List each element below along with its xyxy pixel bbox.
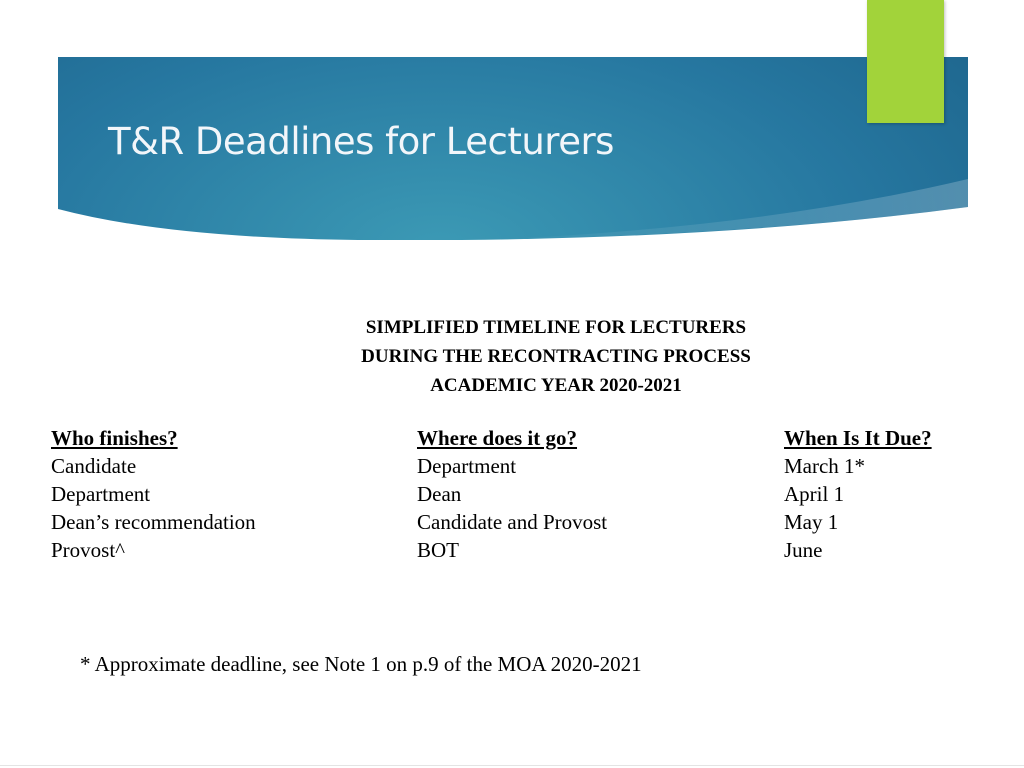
column-header-who: Who finishes? xyxy=(51,426,178,450)
table-row xyxy=(51,480,991,508)
timeline-table xyxy=(51,424,991,564)
table-cell: Candidate and Provost xyxy=(417,510,608,534)
table-row xyxy=(51,508,991,536)
table-cell: March 1* xyxy=(784,454,866,478)
table-cell: Dean xyxy=(417,482,462,506)
table-row xyxy=(51,452,991,480)
table-cell: Provost^ xyxy=(51,538,126,562)
accent-tab xyxy=(867,0,944,123)
table-cell: BOT xyxy=(417,538,459,562)
footnote: * Approximate deadline, see Note 1 on p.9 of the MOA 2020-2021 xyxy=(80,652,642,676)
table-cell: Dean’s recommendation xyxy=(51,510,256,534)
table-header-row xyxy=(51,424,991,452)
table-row xyxy=(51,536,991,564)
column-header-when: When Is It Due? xyxy=(784,426,932,450)
heading-line: DURING THE RECONTRACTING PROCESS xyxy=(361,346,751,367)
heading-line: ACADEMIC YEAR 2020-2021 xyxy=(430,375,682,396)
slide-title: T&R Deadlines for Lecturers xyxy=(108,120,614,163)
document-heading xyxy=(300,313,812,400)
table-cell: Candidate xyxy=(51,454,137,478)
table-cell: Department xyxy=(51,482,151,506)
table-cell: June xyxy=(784,538,823,562)
bottom-divider xyxy=(0,765,1024,766)
column-header-where: Where does it go? xyxy=(417,426,578,450)
table-cell: May 1 xyxy=(784,510,839,534)
table-cell: April 1 xyxy=(784,482,845,506)
heading-line: SIMPLIFIED TIMELINE FOR LECTURERS xyxy=(365,317,747,338)
table-cell: Department xyxy=(417,454,517,478)
